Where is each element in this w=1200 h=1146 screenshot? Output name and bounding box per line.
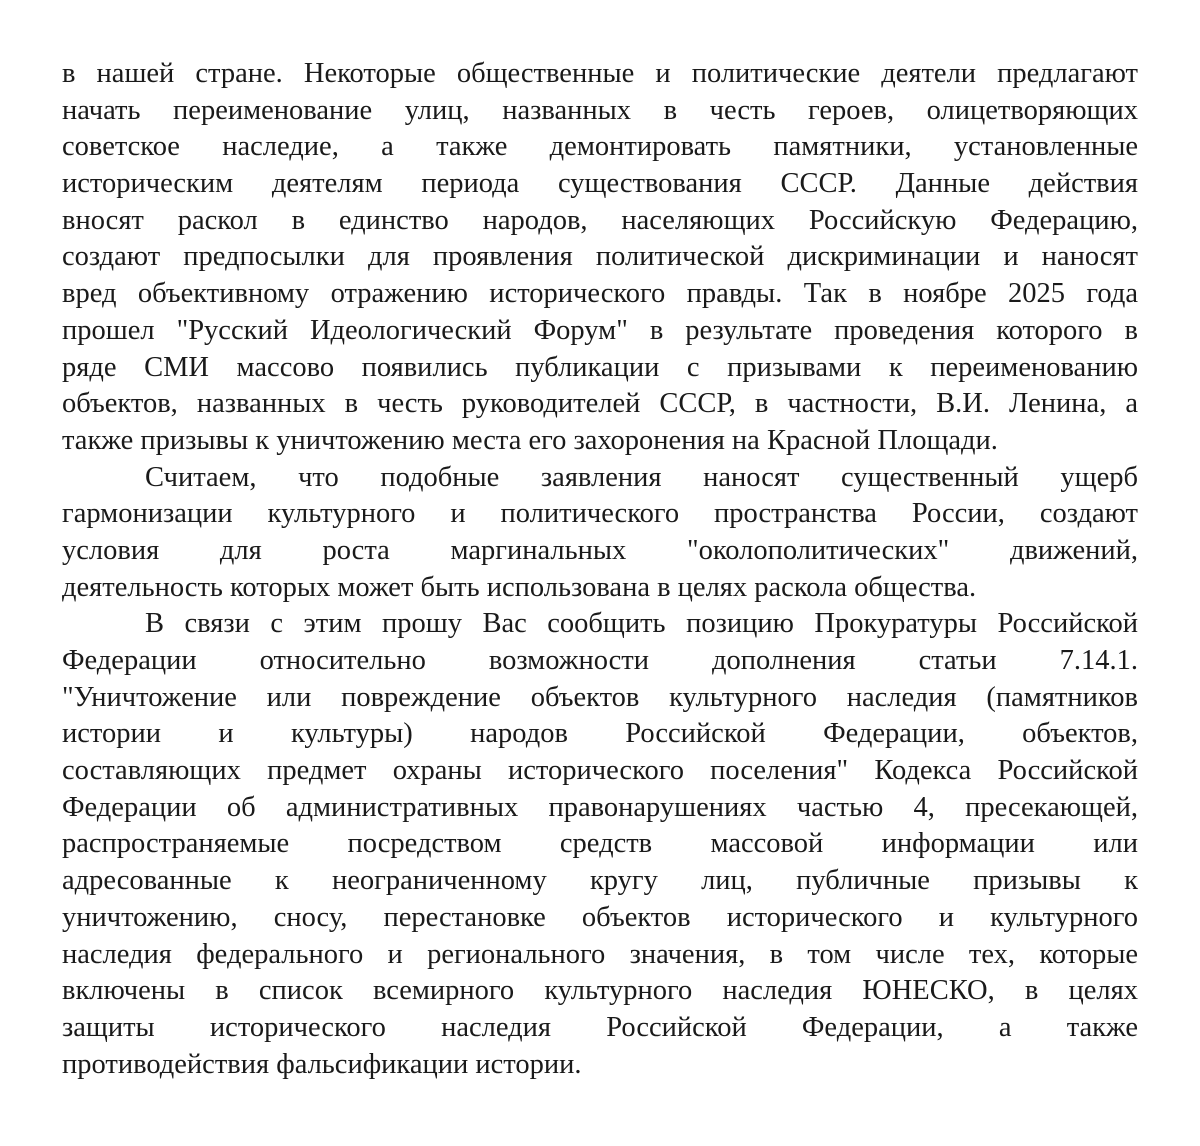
text-line: объектов, названных в честь руководителей СССР, в частности, В.И. Ленина, а <box>62 388 1138 420</box>
text-line: вред объективному отражению исторического правды. Так в ноябре 2025 года <box>62 278 1138 310</box>
text-line: создают предпосылки для проявления политической дискриминации и наносят <box>62 241 1138 273</box>
text-line: вносят раскол в единство народов, населяющих Российскую Федерацию, <box>62 204 1138 236</box>
paragraph-1 <box>62 56 1138 460</box>
paragraph-3 <box>62 606 1138 1083</box>
text-line: Федерации относительно возможности дополнения статьи 7.14.1. <box>62 645 1138 676</box>
text-line: ряде СМИ массово появились публикации с призывами к переименованию <box>62 351 1138 383</box>
text-line: также призывы к уничтожению места его захоронения на Красной Площади. <box>62 424 998 456</box>
document-page <box>62 56 1138 1083</box>
paragraph-2 <box>62 460 1138 607</box>
text-line: "Уничтожение или повреждение объектов культурного наследия (памятников <box>62 681 1138 713</box>
text-line: защиты исторического наследия Российской Федерации, а также <box>62 1011 1138 1043</box>
text-line: историческим деятелям периода существования СССР. Данные действия <box>62 168 1138 200</box>
text-line: истории и культуры) народов Российской Федерации, объектов, <box>62 718 1138 750</box>
text-line: уничтожению, сносу, перестановке объектов исторического и культурного <box>62 901 1138 933</box>
text-line: адресованные к неограниченному кругу лиц, публичные призывы к <box>62 865 1138 897</box>
text-line: распространяемые посредством средств массовой информации или <box>62 828 1138 860</box>
text-line: деятельность которых может быть использована в целях раскола общества. <box>62 571 977 603</box>
text-line: прошел "Русский Идеологический Форум" в результате проведения которого в <box>62 314 1138 346</box>
text-line: наследия федерального и регионального значения, в том числе тех, которые <box>62 938 1138 970</box>
text-line: составляющих предмет охраны исторического поселения" Кодекса Российской <box>62 755 1138 787</box>
text-line: условия для роста маргинальных "околополитических" движений, <box>62 534 1138 566</box>
text-line: советское наследие, а также демонтировать памятники, установленные <box>62 131 1138 163</box>
text-line: Считаем, что подобные заявления наносят существенный ущерб <box>145 461 1138 493</box>
text-line: противодействия фальсификации истории. <box>62 1048 582 1080</box>
text-line: Федерации об административных правонарушениях частью 4, пресекающей, <box>62 791 1138 823</box>
text-line: В связи с этим прошу Вас сообщить позицию Прокуратуры Российской <box>145 608 1138 640</box>
text-line: включены в список всемирного культурного наследия ЮНЕСКО, в целях <box>62 975 1138 1007</box>
text-line: начать переименование улиц, названных в честь героев, олицетворяющих <box>62 94 1138 126</box>
text-line: гармонизации культурного и политического пространства России, создают <box>62 498 1138 530</box>
text-line: в нашей стране. Некоторые общественные и политические деятели предлагают <box>62 58 1138 89</box>
